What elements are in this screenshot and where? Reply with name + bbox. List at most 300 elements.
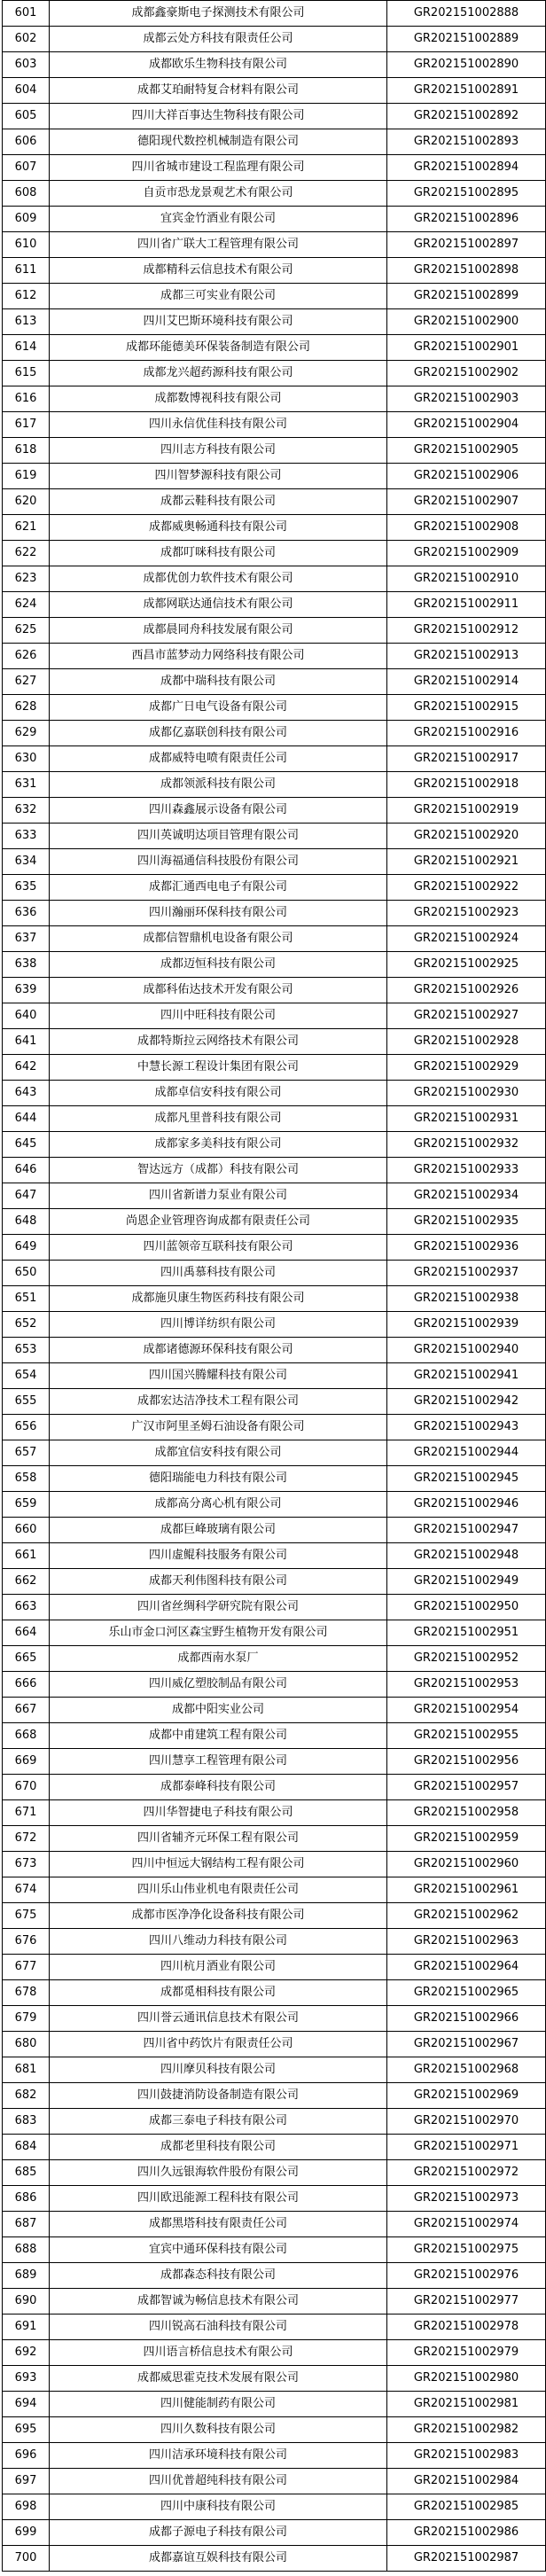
table-row [3, 1389, 546, 1415]
row-number: 665 [3, 1646, 50, 1672]
company-name: 尚恩企业管理咨询成都有限责任公司 [50, 1209, 387, 1235]
company-name: 四川久远银海软件股份有限公司 [50, 2160, 387, 2186]
certificate-number: GR202151002955 [387, 1723, 546, 1749]
table-row [3, 2160, 546, 2186]
row-number: 662 [3, 1569, 50, 1595]
company-name: 中慧长源工程设计集团有限公司 [50, 1055, 387, 1081]
table-row [3, 2109, 546, 2135]
row-number: 617 [3, 412, 50, 438]
certificate-number: GR202151002957 [387, 1775, 546, 1800]
company-name: 成都亿嘉联创科技有限公司 [50, 721, 387, 746]
certificate-number: GR202151002971 [387, 2135, 546, 2160]
company-name: 成都数博视科技有限公司 [50, 386, 387, 412]
table-row [3, 592, 546, 618]
row-number: 653 [3, 1338, 50, 1363]
company-name: 宜宾中通环保科技有限公司 [50, 2237, 387, 2263]
certificate-number: GR202151002954 [387, 1698, 546, 1723]
company-name: 成都鑫豪斯电子探测技术有限公司 [50, 1, 387, 27]
certificate-number: GR202151002893 [387, 129, 546, 155]
certificate-number: GR202151002946 [387, 1492, 546, 1518]
row-number: 693 [3, 2366, 50, 2392]
company-name: 成都西南水泵厂 [50, 1646, 387, 1672]
certificate-number: GR202151002911 [387, 592, 546, 618]
table-row [3, 2135, 546, 2160]
table-row [3, 412, 546, 438]
row-number: 652 [3, 1312, 50, 1338]
table-row [3, 361, 546, 386]
company-name: 西昌市蓝梦动力网络科技有限公司 [50, 644, 387, 669]
company-name: 成都欧乐生物科技有限公司 [50, 52, 387, 78]
certificate-number: GR202151002930 [387, 1081, 546, 1106]
company-name: 成都觅相科技有限公司 [50, 1980, 387, 2006]
row-number: 668 [3, 1723, 50, 1749]
row-number: 608 [3, 181, 50, 207]
company-name: 成都高分离心机有限公司 [50, 1492, 387, 1518]
table-row [3, 52, 546, 78]
table-row [3, 1312, 546, 1338]
table-row [3, 772, 546, 798]
row-number: 690 [3, 2289, 50, 2314]
certificate-number: GR202151002979 [387, 2340, 546, 2366]
certificate-number: GR202151002976 [387, 2263, 546, 2289]
row-number: 604 [3, 78, 50, 104]
company-name: 四川志方科技有限公司 [50, 438, 387, 464]
table-row [3, 1800, 546, 1826]
row-number: 671 [3, 1800, 50, 1826]
row-number: 605 [3, 104, 50, 129]
row-number: 636 [3, 901, 50, 926]
company-name: 成都威特电喷有限责任公司 [50, 746, 387, 772]
company-name: 四川智梦源科技有限公司 [50, 464, 387, 489]
table-row [3, 1440, 546, 1466]
company-name: 成都中甫建筑工程有限公司 [50, 1723, 387, 1749]
row-number: 606 [3, 129, 50, 155]
row-number: 681 [3, 2057, 50, 2083]
certificate-number: GR202151002947 [387, 1518, 546, 1543]
company-name: 四川永信优佳科技有限公司 [50, 412, 387, 438]
certificate-number: GR202151002941 [387, 1363, 546, 1389]
row-number: 616 [3, 386, 50, 412]
company-name: 成都卓信安科技有限公司 [50, 1081, 387, 1106]
company-name: 成都子源电子科技有限公司 [50, 2520, 387, 2546]
certificate-number: GR202151002952 [387, 1646, 546, 1672]
row-number: 664 [3, 1620, 50, 1646]
certificate-number: GR202151002962 [387, 1903, 546, 1929]
company-name: 四川省广联大工程管理有限公司 [50, 232, 387, 258]
company-name: 成都智诚为畅信息技术有限公司 [50, 2289, 387, 2314]
certificate-number: GR202151002920 [387, 824, 546, 849]
certificate-number: GR202151002982 [387, 2417, 546, 2443]
company-name: 成都汇通西电电子有限公司 [50, 875, 387, 901]
table-row [3, 309, 546, 335]
company-name: 成都中瑞科技有限公司 [50, 669, 387, 695]
certificate-number: GR202151002961 [387, 1877, 546, 1903]
row-number: 700 [3, 2546, 50, 2572]
table-row [3, 1775, 546, 1800]
company-name: 四川慧享工程管理有限公司 [50, 1749, 387, 1775]
company-name: 四川中旺科技有限公司 [50, 1003, 387, 1029]
row-number: 623 [3, 566, 50, 592]
certificate-number: GR202151002905 [387, 438, 546, 464]
certificate-number: GR202151002897 [387, 232, 546, 258]
row-number: 655 [3, 1389, 50, 1415]
table-row [3, 1646, 546, 1672]
company-name: 德阳瑞能电力科技有限公司 [50, 1466, 387, 1492]
company-name: 德阳现代数控机械制造有限公司 [50, 129, 387, 155]
table-row [3, 1132, 546, 1158]
company-name: 四川优普超纯科技有限公司 [50, 2469, 387, 2494]
row-number: 619 [3, 464, 50, 489]
table-body [3, 1, 546, 2572]
table-row [3, 1903, 546, 1929]
certificate-number: GR202151002965 [387, 1980, 546, 2006]
certificate-number: GR202151002987 [387, 2546, 546, 2572]
company-name: 成都叮咪科技有限公司 [50, 541, 387, 566]
row-number: 609 [3, 207, 50, 232]
company-name: 成都网联达通信技术有限公司 [50, 592, 387, 618]
row-number: 657 [3, 1440, 50, 1466]
table-row [3, 2340, 546, 2366]
row-number: 663 [3, 1595, 50, 1620]
table-row [3, 386, 546, 412]
company-name: 四川省丝绸科学研究院有限公司 [50, 1595, 387, 1620]
company-name: 成都威奥畅通科技有限公司 [50, 515, 387, 541]
table-row [3, 2392, 546, 2417]
company-name: 四川欧迅能源工程科技有限公司 [50, 2186, 387, 2212]
certificate-number: GR202151002981 [387, 2392, 546, 2417]
row-number: 687 [3, 2212, 50, 2237]
table-row [3, 1492, 546, 1518]
row-number: 630 [3, 746, 50, 772]
table-row [3, 926, 546, 952]
company-name: 四川誉云通讯信息技术有限公司 [50, 2006, 387, 2032]
certificate-number: GR202151002953 [387, 1672, 546, 1698]
company-name: 成都宏达洁净技术工程有限公司 [50, 1389, 387, 1415]
company-name: 成都巨峰玻璃有限公司 [50, 1518, 387, 1543]
certificate-number: GR202151002974 [387, 2212, 546, 2237]
certificate-number: GR202151002888 [387, 1, 546, 27]
company-name: 成都宜信安科技有限公司 [50, 1440, 387, 1466]
row-number: 698 [3, 2494, 50, 2520]
row-number: 666 [3, 1672, 50, 1698]
row-number: 643 [3, 1081, 50, 1106]
certificate-number: GR202151002894 [387, 155, 546, 181]
table-row [3, 1955, 546, 1980]
row-number: 621 [3, 515, 50, 541]
company-name: 成都威思霍克技术发展有限公司 [50, 2366, 387, 2392]
company-name: 四川久数科技有限公司 [50, 2417, 387, 2443]
table-row [3, 2263, 546, 2289]
certificate-number: GR202151002926 [387, 978, 546, 1003]
table-row [3, 1466, 546, 1492]
table-row [3, 515, 546, 541]
row-number: 627 [3, 669, 50, 695]
table-row [3, 2289, 546, 2314]
row-number: 649 [3, 1235, 50, 1261]
table-row [3, 721, 546, 746]
company-name: 成都三可实业有限公司 [50, 284, 387, 309]
row-number: 695 [3, 2417, 50, 2443]
table-row [3, 1877, 546, 1903]
certificate-number: GR202151002966 [387, 2006, 546, 2032]
table-row [3, 1261, 546, 1286]
certificate-number: GR202151002889 [387, 27, 546, 52]
table-row [3, 27, 546, 52]
certificate-number: GR202151002942 [387, 1389, 546, 1415]
row-number: 635 [3, 875, 50, 901]
certificate-number: GR202151002973 [387, 2186, 546, 2212]
row-number: 651 [3, 1286, 50, 1312]
row-number: 656 [3, 1415, 50, 1440]
row-number: 674 [3, 1877, 50, 1903]
row-number: 659 [3, 1492, 50, 1518]
row-number: 691 [3, 2314, 50, 2340]
table-row [3, 1209, 546, 1235]
certificate-number: GR202151002924 [387, 926, 546, 952]
row-number: 689 [3, 2263, 50, 2289]
table-row [3, 1852, 546, 1877]
row-number: 645 [3, 1132, 50, 1158]
company-name: 四川中康科技有限公司 [50, 2494, 387, 2520]
table-row [3, 1003, 546, 1029]
table-row [3, 2494, 546, 2520]
certificate-number: GR202151002912 [387, 618, 546, 644]
certificate-number: GR202151002890 [387, 52, 546, 78]
company-name: 成都科佑达技术开发有限公司 [50, 978, 387, 1003]
row-number: 650 [3, 1261, 50, 1286]
company-name: 成都领派科技有限公司 [50, 772, 387, 798]
certificate-number: GR202151002919 [387, 798, 546, 824]
row-number: 625 [3, 618, 50, 644]
table-row [3, 1055, 546, 1081]
table-row [3, 438, 546, 464]
table-row [3, 104, 546, 129]
row-number: 654 [3, 1363, 50, 1389]
row-number: 685 [3, 2160, 50, 2186]
certificate-number: GR202151002963 [387, 1929, 546, 1955]
table-row [3, 1338, 546, 1363]
certificate-number: GR202151002970 [387, 2109, 546, 2135]
company-name: 成都市医净净化设备科技有限公司 [50, 1903, 387, 1929]
company-name: 四川健能制药有限公司 [50, 2392, 387, 2417]
certificate-number: GR202151002909 [387, 541, 546, 566]
company-name: 成都老里科技有限公司 [50, 2135, 387, 2160]
certificate-number: GR202151002916 [387, 721, 546, 746]
company-name: 四川乐山伟业机电有限责任公司 [50, 1877, 387, 1903]
certificate-number: GR202151002900 [387, 309, 546, 335]
table-row [3, 849, 546, 875]
row-number: 658 [3, 1466, 50, 1492]
certificate-number: GR202151002915 [387, 695, 546, 721]
table-row [3, 669, 546, 695]
certificate-number: GR202151002960 [387, 1852, 546, 1877]
table-row [3, 644, 546, 669]
row-number: 675 [3, 1903, 50, 1929]
company-name: 四川禹慕科技有限公司 [50, 1261, 387, 1286]
table-row [3, 1, 546, 27]
certificate-number: GR202151002913 [387, 644, 546, 669]
row-number: 638 [3, 952, 50, 978]
row-number: 694 [3, 2392, 50, 2417]
table-row [3, 1723, 546, 1749]
table-row [3, 1980, 546, 2006]
table-row [3, 1749, 546, 1775]
certificate-number: GR202151002898 [387, 258, 546, 284]
table-row [3, 1235, 546, 1261]
table-row [3, 824, 546, 849]
certificate-number: GR202151002923 [387, 901, 546, 926]
certificate-number: GR202151002936 [387, 1235, 546, 1261]
row-number: 682 [3, 2083, 50, 2109]
company-name: 智达远方（成都）科技有限公司 [50, 1158, 387, 1183]
table-row [3, 2212, 546, 2237]
certificate-number: GR202151002925 [387, 952, 546, 978]
company-name: 成都嘉谊互娱科技有限公司 [50, 2546, 387, 2572]
row-number: 628 [3, 695, 50, 721]
certificate-number: GR202151002937 [387, 1261, 546, 1286]
row-number: 672 [3, 1826, 50, 1852]
table-row [3, 566, 546, 592]
row-number: 646 [3, 1158, 50, 1183]
table-row [3, 618, 546, 644]
table-row [3, 1569, 546, 1595]
table-row [3, 1106, 546, 1132]
company-name: 四川瀚丽环保科技有限公司 [50, 901, 387, 926]
table-row [3, 798, 546, 824]
company-name: 成都艾珀耐特复合材料有限公司 [50, 78, 387, 104]
certificate-number: GR202151002899 [387, 284, 546, 309]
table-row [3, 2083, 546, 2109]
company-name: 四川海福通信科技股份有限公司 [50, 849, 387, 875]
company-name: 成都精科云信息技术有限公司 [50, 258, 387, 284]
certificate-number: GR202151002939 [387, 1312, 546, 1338]
company-name: 成都家多美科技有限公司 [50, 1132, 387, 1158]
row-number: 602 [3, 27, 50, 52]
row-number: 680 [3, 2032, 50, 2057]
certificate-number: GR202151002933 [387, 1158, 546, 1183]
company-name: 成都龙兴超药源科技有限公司 [50, 361, 387, 386]
company-name: 四川八维动力科技有限公司 [50, 1929, 387, 1955]
company-name: 四川森鑫展示设备有限公司 [50, 798, 387, 824]
table-row [3, 1595, 546, 1620]
certificate-number: GR202151002986 [387, 2520, 546, 2546]
company-name: 四川省新谱力泵业有限公司 [50, 1183, 387, 1209]
certificate-number: GR202151002922 [387, 875, 546, 901]
certificate-number: GR202151002984 [387, 2469, 546, 2494]
certificate-number: GR202151002891 [387, 78, 546, 104]
table-row [3, 1286, 546, 1312]
table-row [3, 181, 546, 207]
table-row [3, 129, 546, 155]
certificate-number: GR202151002929 [387, 1055, 546, 1081]
table-row [3, 2546, 546, 2572]
company-name: 四川省辅齐元环保工程有限公司 [50, 1826, 387, 1852]
row-number: 678 [3, 1980, 50, 2006]
table-row [3, 155, 546, 181]
table-row [3, 1183, 546, 1209]
company-name: 宜宾金竹酒业有限公司 [50, 207, 387, 232]
row-number: 603 [3, 52, 50, 78]
table-row [3, 2057, 546, 2083]
certificate-number: GR202151002956 [387, 1749, 546, 1775]
company-name: 四川华智捷电子科技有限公司 [50, 1800, 387, 1826]
company-list-table [2, 0, 546, 2572]
company-name: 四川英诚明达项目管理有限公司 [50, 824, 387, 849]
certificate-number: GR202151002906 [387, 464, 546, 489]
company-name: 四川威亿塑胶制品有限公司 [50, 1672, 387, 1698]
company-name: 成都施贝康生物医药科技有限公司 [50, 1286, 387, 1312]
row-number: 611 [3, 258, 50, 284]
company-name: 成都诸德源环保科技有限公司 [50, 1338, 387, 1363]
row-number: 610 [3, 232, 50, 258]
row-number: 631 [3, 772, 50, 798]
table-row [3, 2520, 546, 2546]
row-number: 661 [3, 1543, 50, 1569]
row-number: 642 [3, 1055, 50, 1081]
company-name: 四川省中药饮片有限责任公司 [50, 2032, 387, 2057]
row-number: 615 [3, 361, 50, 386]
company-name: 四川虚鲲科技服务有限公司 [50, 1543, 387, 1569]
row-number: 683 [3, 2109, 50, 2135]
company-name: 四川鼓捷消防设备制造有限公司 [50, 2083, 387, 2109]
table-row [3, 335, 546, 361]
row-number: 684 [3, 2135, 50, 2160]
certificate-number: GR202151002983 [387, 2443, 546, 2469]
company-name: 成都广日电气设备有限公司 [50, 695, 387, 721]
company-name: 成都中阳实业公司 [50, 1698, 387, 1723]
company-name: 四川摩贝科技有限公司 [50, 2057, 387, 2083]
row-number: 641 [3, 1029, 50, 1055]
certificate-number: GR202151002938 [387, 1286, 546, 1312]
certificate-number: GR202151002914 [387, 669, 546, 695]
certificate-number: GR202151002975 [387, 2237, 546, 2263]
table-row [3, 489, 546, 515]
company-name: 成都迈恒科技有限公司 [50, 952, 387, 978]
row-number: 660 [3, 1518, 50, 1543]
certificate-number: GR202151002903 [387, 386, 546, 412]
table-row [3, 2366, 546, 2392]
table-row [3, 1929, 546, 1955]
company-name: 成都凡里普科技有限公司 [50, 1106, 387, 1132]
row-number: 670 [3, 1775, 50, 1800]
certificate-number: GR202151002969 [387, 2083, 546, 2109]
row-number: 614 [3, 335, 50, 361]
company-name: 四川国兴腾耀科技有限公司 [50, 1363, 387, 1389]
certificate-number: GR202151002951 [387, 1620, 546, 1646]
certificate-number: GR202151002967 [387, 2032, 546, 2057]
company-name: 成都森态科技有限公司 [50, 2263, 387, 2289]
company-name: 乐山市金口河区森宝野生植物开发有限公司 [50, 1620, 387, 1646]
table-row [3, 232, 546, 258]
certificate-number: GR202151002896 [387, 207, 546, 232]
certificate-number: GR202151002932 [387, 1132, 546, 1158]
table-row [3, 746, 546, 772]
row-number: 620 [3, 489, 50, 515]
company-name: 四川中恒远大钢结构工程有限公司 [50, 1852, 387, 1877]
table-row [3, 1620, 546, 1646]
certificate-number: GR202151002972 [387, 2160, 546, 2186]
company-name: 成都优创力软件技术有限公司 [50, 566, 387, 592]
row-number: 688 [3, 2237, 50, 2263]
company-name: 四川艾巴斯环境科技有限公司 [50, 309, 387, 335]
certificate-number: GR202151002948 [387, 1543, 546, 1569]
certificate-number: GR202151002910 [387, 566, 546, 592]
row-number: 673 [3, 1852, 50, 1877]
company-name: 四川蓝领帝互联科技有限公司 [50, 1235, 387, 1261]
certificate-number: GR202151002904 [387, 412, 546, 438]
company-name: 成都泰峰科技有限公司 [50, 1775, 387, 1800]
company-name: 四川锐高石油科技有限公司 [50, 2314, 387, 2340]
